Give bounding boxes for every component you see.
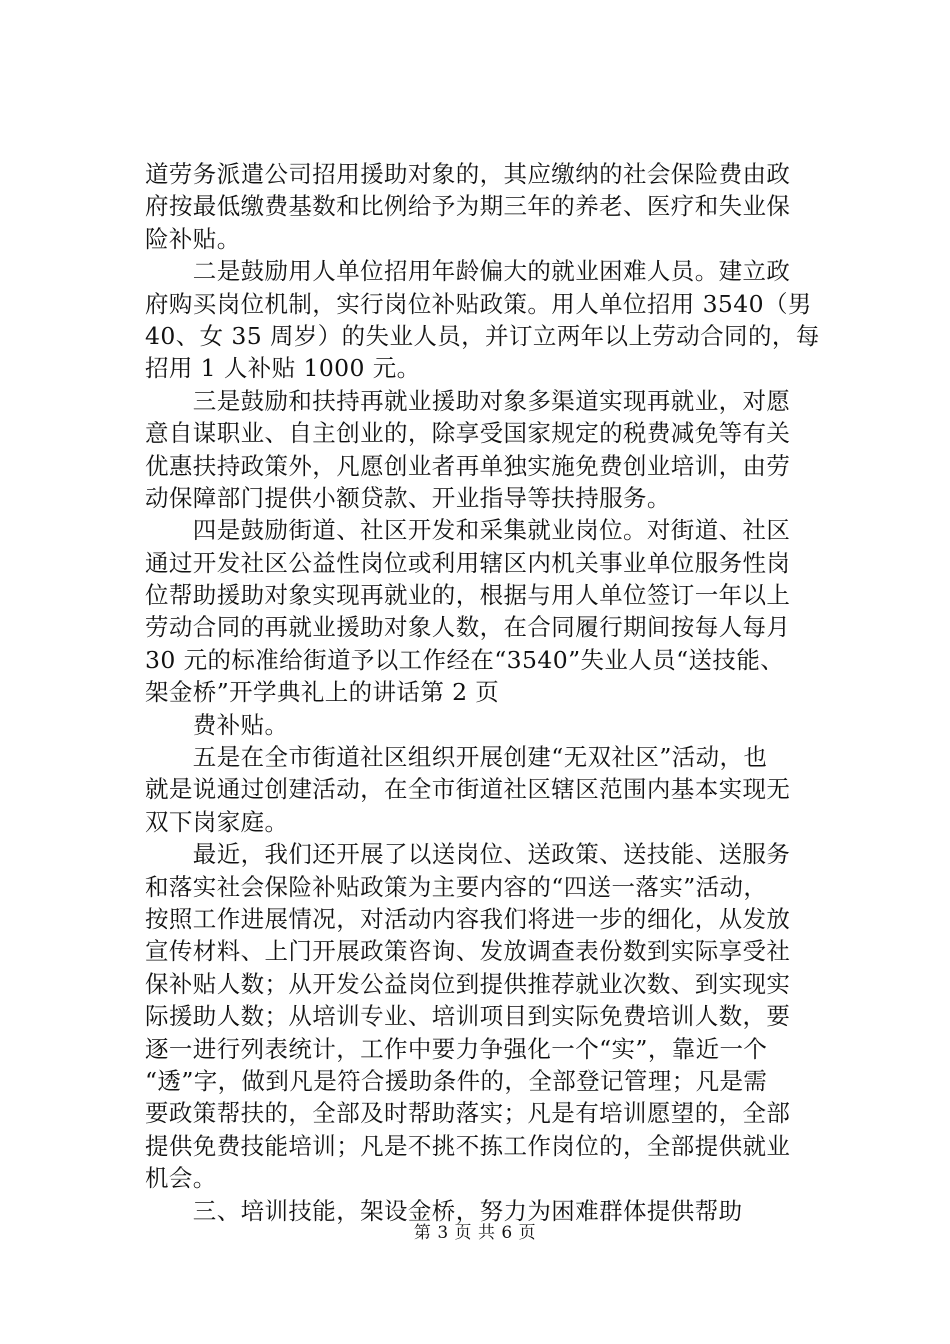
- page-number-footer: 第 3 页 共 6 页: [413, 1223, 537, 1243]
- section-heading: 三、培训技能，架设金桥，努力为困难群体提供帮助: [145, 1196, 743, 1225]
- text-line: 最近，我们还开展了以送岗位、送政策、送技能、送服务: [145, 840, 791, 869]
- text-line: 道劳务派遣公司招用援助对象的，其应缴纳的社会保险费由政: [145, 160, 791, 188]
- text-line: 意自谋职业、自主创业的，除享受国家规定的税费减免等有关: [145, 419, 791, 448]
- text-line: 险补贴。: [145, 224, 241, 253]
- text-line: 按照工作进展情况，对活动内容我们将进一步的细化，从发放: [145, 904, 791, 933]
- text-line: 要政策帮扶的，全部及时帮助落实；凡是有培训愿望的，全部: [145, 1099, 791, 1128]
- text-line: 动保障部门提供小额贷款、开业指导等扶持服务。: [145, 483, 671, 512]
- text-line: 四是鼓励街道、社区开发和采集就业岗位。对街道、社区: [145, 516, 791, 545]
- text-line: 二是鼓励用人单位招用年龄偏大的就业困难人员。建立政: [145, 257, 791, 286]
- text-line: 府购买岗位机制，实行岗位补贴政策。用人单位招用 3540（男: [145, 289, 812, 318]
- text-line: 费补贴。: [145, 710, 289, 739]
- document-body: [145, 158, 835, 1227]
- text-line: 宣传材料、上门开展政策咨询、发放调查表份数到实际享受社: [145, 937, 791, 966]
- text-line: 就是说通过创建活动，在全市街道社区辖区范围内基本实现无: [145, 775, 791, 804]
- text-line: 保补贴人数；从开发公益岗位到提供推荐就业次数、到实现实: [145, 969, 791, 998]
- text-line: 30 元的标准给街道予以工作经在“3540”失业人员“送技能、: [145, 645, 785, 674]
- text-line: 提供免费技能培训；凡是不挑不拣工作岗位的，全部提供就业: [145, 1131, 791, 1160]
- text-line: 和落实社会保险补贴政策为主要内容的“四送一落实”活动，: [145, 872, 768, 901]
- text-line: 府按最低缴费基数和比例给予为期三年的养老、医疗和失业保: [145, 192, 791, 221]
- text-line: 际援助人数；从培训专业、培训项目到实际免费培训人数，要: [145, 1002, 791, 1031]
- text-line: 优惠扶持政策外，凡愿创业者再单独实施免费创业培训，由劳: [145, 451, 791, 480]
- text-line: 通过开发社区公益性岗位或利用辖区内机关事业单位服务性岗: [145, 548, 791, 577]
- text-line: 位帮助援助对象实现再就业的，根据与用人单位签订一年以上: [145, 581, 791, 610]
- text-line: 双下岗家庭。: [145, 807, 289, 836]
- text-line: 劳动合同的再就业援助对象人数，在合同履行期间按每人每月: [145, 613, 791, 642]
- text-line: 三是鼓励和扶持再就业援助对象多渠道实现再就业，对愿: [145, 386, 791, 415]
- text-line: 机会。: [145, 1164, 217, 1193]
- text-line: 架金桥”开学典礼上的讲话第 2 页: [145, 678, 500, 707]
- text-line: “透”字，做到凡是符合援助条件的，全部登记管理；凡是需: [145, 1066, 768, 1095]
- text-line: 五是在全市街道社区组织开展创建“无双社区”活动，也: [145, 743, 768, 772]
- text-line: 招用 1 人补贴 1000 元。: [145, 354, 421, 383]
- text-line: 40、女 35 周岁）的失业人员，并订立两年以上劳动合同的，每: [145, 321, 820, 350]
- text-line: 逐一进行列表统计，工作中要力争强化一个“实”，靠近一个: [145, 1034, 768, 1063]
